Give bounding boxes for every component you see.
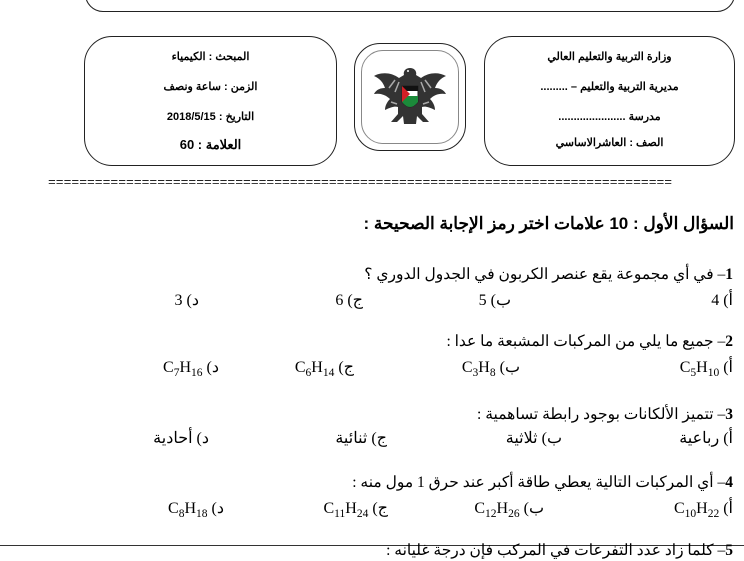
q3-option-a[interactable]: أ) رباعية [679, 430, 733, 447]
q1-option-b[interactable]: ب) 5 [478, 292, 511, 309]
q3-option-c[interactable]: ج) ثنائية [335, 430, 387, 447]
separator-line: ================================================================================ [48, 176, 673, 190]
q2-option-a[interactable]: أ) $C_5H_{10}$ [679, 359, 733, 380]
top-frame [85, 0, 735, 12]
q4-option-a[interactable]: أ) $C_{10}H_{22}$ [673, 500, 733, 521]
q4-option-d[interactable]: د) $C_8H_{18}$ [168, 500, 224, 521]
exam-info-box [84, 36, 337, 166]
duration-label: الزمن : ساعة ونصف [163, 81, 258, 93]
subject-label: المبحث : الكيمياء [171, 51, 250, 63]
grade-label: الصف : العاشرالاساسي [555, 137, 664, 149]
ministry-label: وزارة التربية والتعليم العالي [547, 51, 672, 63]
q3-option-b[interactable]: ب) ثلاثية [505, 430, 562, 447]
q2-option-d[interactable]: د) $C_7H_{16}$ [163, 359, 219, 380]
q1-option-d[interactable]: د) 3 [174, 292, 199, 309]
question-1-stem: 1– في أي مجموعة يقع عنصر الكربون في الجدول الدوري ؟ [364, 266, 733, 283]
q1-option-a[interactable]: أ) 4 [711, 292, 733, 309]
directorate-label: مديرية التربية والتعليم – ......... [540, 81, 679, 93]
mark-label: العلامة : 60 [179, 137, 242, 152]
question-4-stem: 4– أي المركبات التالية يعطي طاقة أكبر عند حرق 1 مول منه : [352, 474, 733, 491]
question-2-stem: 2– جميع ما يلي من المركبات المشبعة ما عدا : [446, 333, 733, 350]
q2-option-b[interactable]: ب) $C_3H_8$ [461, 359, 520, 380]
q3-option-d[interactable]: د) أحادية [153, 430, 209, 447]
question-5-stem: 5– كلما زاد عدد التفرعات في المركب فإن درجة غليانه : [386, 542, 733, 559]
date-label: التاريخ : 2018/5/15 [166, 111, 255, 123]
palestinian-eagle-emblem-icon [371, 62, 449, 132]
q2-option-c[interactable]: ج) $C_6H_{14}$ [294, 359, 354, 380]
q4-option-c[interactable]: ج) $C_{11}H_{24}$ [323, 500, 388, 521]
q1-option-c[interactable]: ج) 6 [335, 292, 363, 309]
school-info-box [484, 36, 735, 166]
school-label: مدرسة ...................... [558, 111, 661, 123]
q4-option-b[interactable]: ب) $C_{12}H_{26}$ [474, 500, 544, 521]
question-title: السؤال الأول : 10 علامات اختر رمز الإجابة الصحيحة : [363, 214, 734, 233]
question-3-stem: 3– تتميز الألكانات بوجود رابطة تساهمية : [477, 406, 733, 423]
